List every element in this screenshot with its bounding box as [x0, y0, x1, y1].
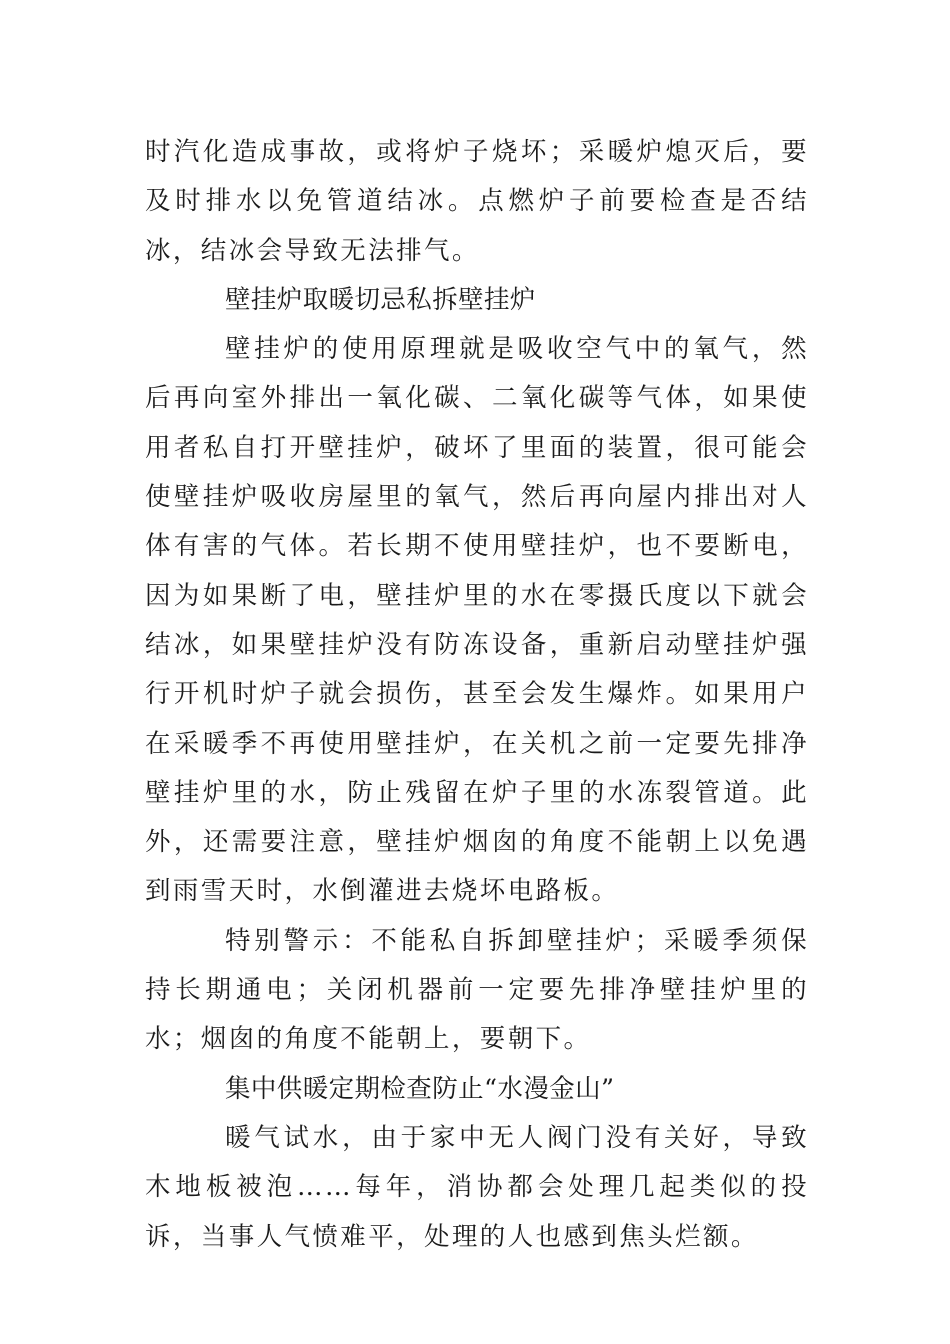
paragraph-heating-test: 暖气试水，由于家中无人阀门没有关好，导致木地板被泡……每年，消协都会处理几起类似的投诉，当事人气愤难平，处理的人也感到焦头烂额。 — [145, 1122, 809, 1252]
paragraph-continued: 时汽化造成事故，或将炉子烧坏；采暖炉熄灭后，要及时排水以免管道结冰。点燃炉子前要检查是否结冰，结冰会导致无法排气。 — [145, 137, 809, 266]
document-body — [145, 128, 809, 1262]
section-heading-central-heating: 集中供暖定期检查防止“水漫金山” — [225, 1073, 615, 1104]
paragraph-wall-boiler-principle: 壁挂炉的使用原理就是吸收空气中的氧气，然后再向室外排出一氧化碳、二氧化碳等气体，如果使用者私自打开壁挂炉，破坏了里面的装置，很可能会使壁挂炉吸收房屋里的氧气，然后再向屋内排出对人体有害的气体。若长期不使用壁挂炉，也不要断电，因为如果断了电，壁挂炉里的水在零摄氏度以下就会结冰，如果壁挂炉没有防冻设备，重新启动壁挂炉强行开机时炉子就会损伤，甚至会发生爆炸。如果用户在采暖季不再使用壁挂炉，在关机之前一定要先排净壁挂炉里的水，防止残留在炉子里的水冻裂管道。此外，还需要注意，壁挂炉烟囱的角度不能朝上以免遇到雨雪天时，水倒灌进去烧坏电路板。 — [145, 334, 809, 907]
section-heading-wall-boiler: 壁挂炉取暖切忌私拆壁挂炉 — [225, 284, 536, 315]
paragraph-special-warning: 特别警示：不能私自拆卸壁挂炉；采暖季须保持长期通电；关闭机器前一定要先排净壁挂炉里的水；烟囱的角度不能朝上，要朝下。 — [145, 925, 809, 1055]
